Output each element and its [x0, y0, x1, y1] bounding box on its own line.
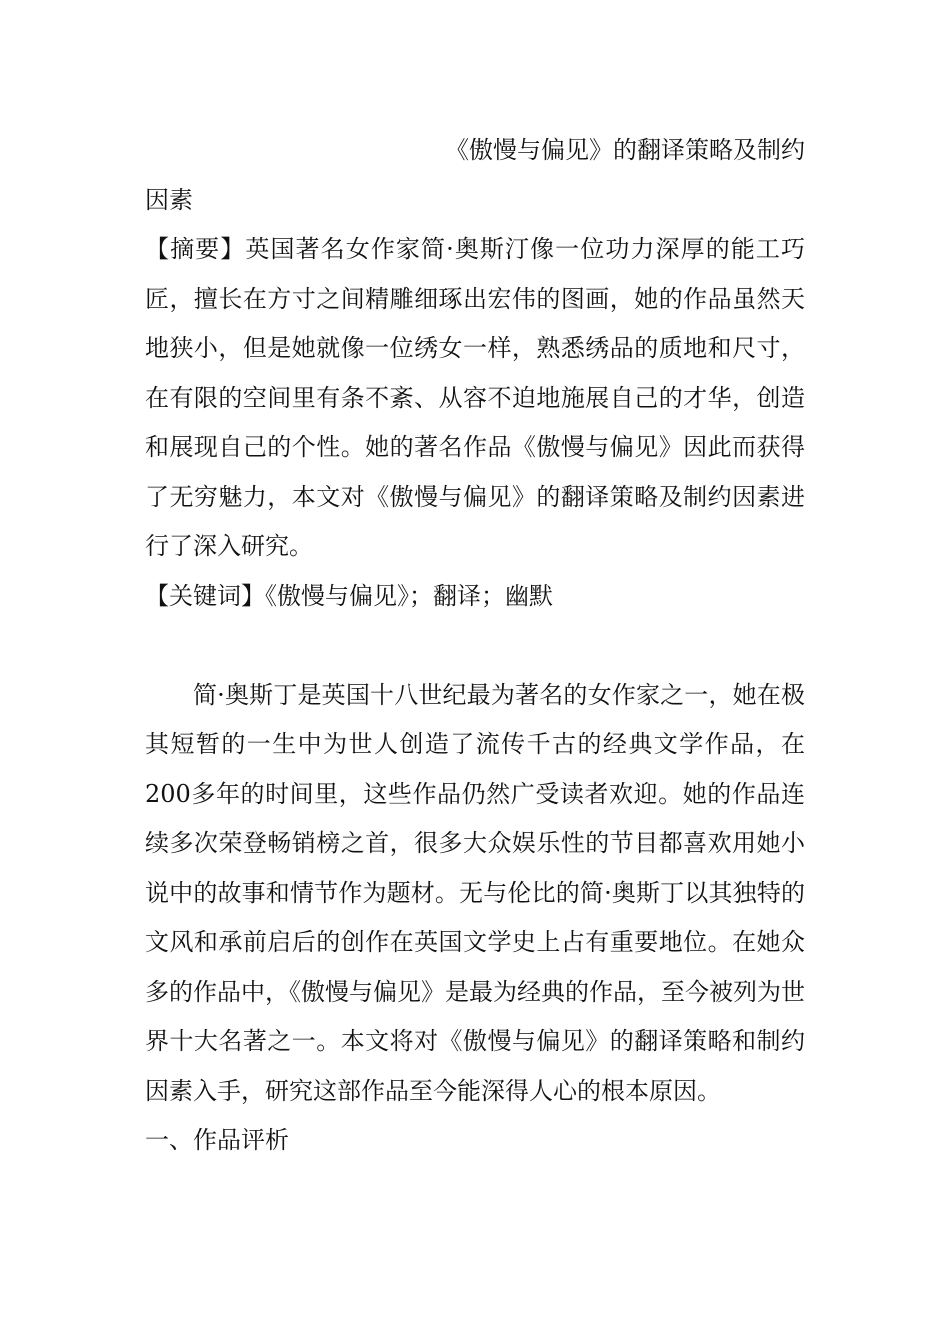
body-paragraph: 简·奥斯丁是英国十八世纪最为著名的女作家之一，她在极其短暂的一生中为世人创造了流传千古的经典文学作品，在200多年的时间里，这些作品仍然广受读者欢迎。她的作品连续多次荣登畅销榜之首，很多大众娱乐性的节目都喜欢用她小说中的故事和情节作为题材。无与伦比的简·奥斯丁以其独特的文风和承前启后的创作在英国文学史上占有重要地位。在她众多的作品中，《傲慢与偏见》是最为经典的作品，至今被列为世界十大名著之一。本文将对《傲慢与偏见》的翻译策略和制约因素入手，研究这部作品至今能深得人心的根本原因。 — [145, 680, 805, 1105]
abstract-label: 【摘要】 — [145, 235, 246, 263]
keywords-paragraph — [145, 572, 805, 622]
keywords-text: 《傲慢与偏见》；翻译；幽默 — [265, 581, 553, 610]
document-title-continuation: 因素 — [145, 185, 193, 214]
paragraph-spacer — [145, 621, 805, 671]
keywords-label: 【关键词】 — [145, 581, 265, 610]
section-heading: 一、作品评析 — [145, 1126, 289, 1154]
abstract-text: 英国著名女作家简·奥斯汀像一位功力深厚的能工巧匠，擅长在方寸之间精雕细琢出宏伟的图画，她的作品虽然天地狭小，但是她就像一位绣女一样，熟悉绣品的质地和尺寸，在有限的空间里有条不紊、从容不迫地施展自己的才华，创造和展现自己的个性。她的著名作品《傲慢与偏见》因此而获得了无穷魅力，本文对《傲慢与偏见》的翻译策略及制约因素进行了深入研究。 — [145, 235, 805, 560]
document-title: 《傲慢与偏见》的翻译策略及制约 — [445, 136, 805, 164]
document-page — [145, 126, 805, 1166]
abstract-paragraph — [145, 225, 805, 572]
